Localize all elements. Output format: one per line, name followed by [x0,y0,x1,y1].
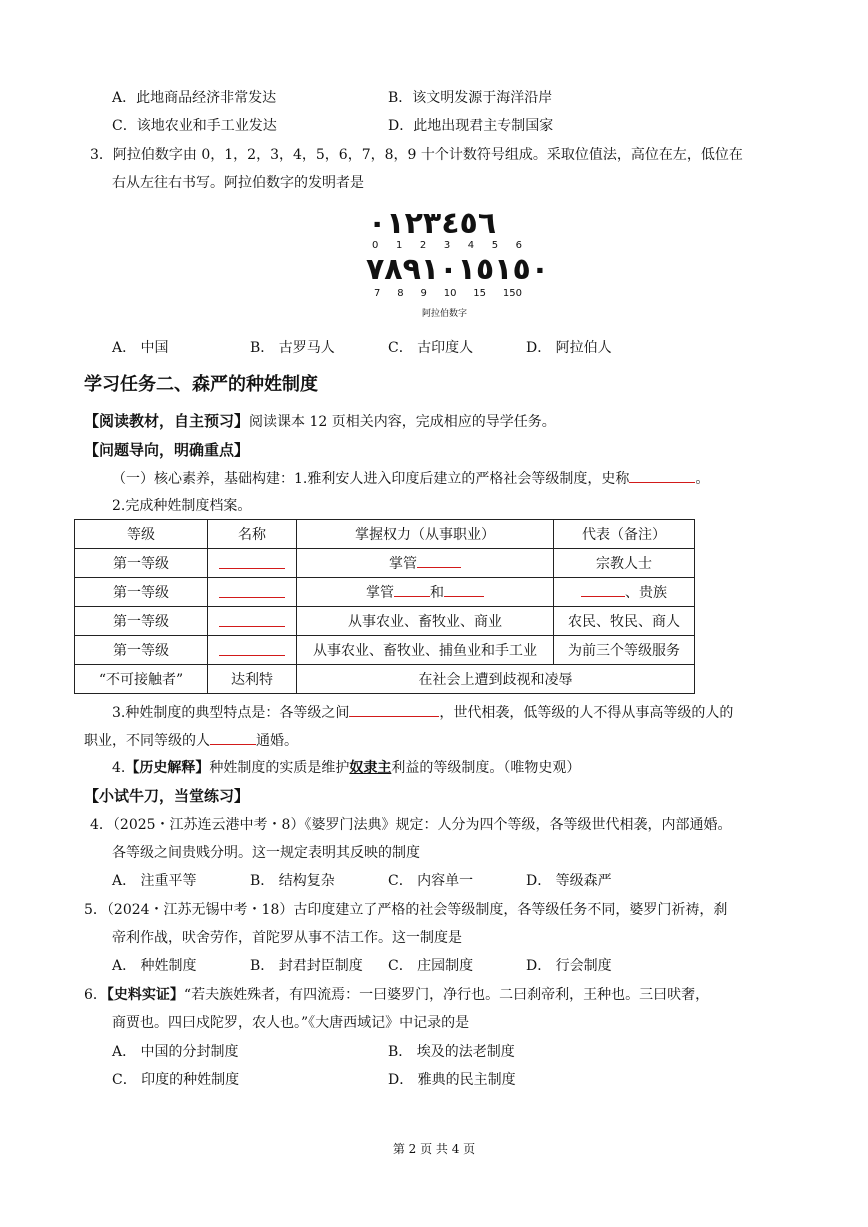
table-row [75,636,695,665]
label-4: 4 [467,240,475,251]
blank-row4-name[interactable] [219,641,285,656]
item4-key: 奴隶主 [349,760,392,776]
blank-row1-name[interactable] [219,554,285,569]
caste-table [74,519,695,694]
q4-stem-line2: 各等级之间贵贱分明。这一规定表明其反映的制度 [112,845,420,861]
read-heading: 【阅读教材，自主预习】 [84,412,250,430]
core-text: （一）核心素养，基础构建：1.雅利安人进入印度后建立的严格社会等级制度，史称 [112,471,630,487]
item4-line [112,758,580,778]
table-row [75,607,695,636]
q3-option-d: D． 阿拉伯人 [526,340,612,356]
practice-heading: 【小试牛刀，当堂练习】 [84,787,250,805]
q6-tag: 【史料实证】 [106,987,184,1003]
label-0: 0 [372,240,379,251]
row2-rep-cell [554,578,695,607]
table-header-row [75,520,695,549]
q5-option-d: D． 行会制度 [526,958,612,974]
blank-row3-name[interactable] [219,612,285,627]
label-6: 6 [515,240,522,251]
row2-power-cell [297,578,554,607]
q2-option-c: C．该地农业和手工业发达 [112,118,277,134]
q6-stem-line1 [84,985,709,1005]
row5-level: “不可接触者” [75,665,208,694]
item4-text-a: 种姓制度的实质是维护 [209,760,350,776]
label-15: 15 [473,288,487,299]
blank-row2-rep[interactable] [581,582,625,597]
label-1: 1 [395,240,403,251]
item3-line2 [84,730,298,751]
arabic-labels-row2 [374,288,522,299]
q2-option-b: B．该文明发源于海洋沿岸 [388,90,553,106]
q3-stem-line2: 右从左往右书写。阿拉伯数字的发明者是 [112,175,364,191]
row2-power-a: 掌管 [366,585,394,601]
q5-stem-line2: 帝利作战，吠舍劳作，首陀罗从事不洁工作。这一制度是 [112,930,462,946]
q5-option-c: C． 庄园制度 [388,958,474,974]
item4-num: 4. [112,760,126,776]
q5-option-a: A． 种姓制度 [112,958,197,974]
row3-level: 第一等级 [75,607,208,636]
label-150: 150 [502,288,522,299]
q6-option-d: D． 雅典的民主制度 [388,1072,516,1088]
core-line [112,468,709,489]
q6-option-a: A． 中国的分封制度 [112,1044,239,1060]
arabic-labels-row1 [372,240,522,251]
item3-text-c: 职业，不同等级的人 [84,733,210,749]
q4-stem-line1: 4．（2025・江苏连云港中考・8）《婆罗门法典》规定：人分为四个等级，各等级世代相袭，内部通婚。 [90,817,732,833]
arabic-glyphs-row1: ٠١٢٣٤٥٦ [368,206,497,241]
header-name: 名称 [208,520,297,549]
row2-rep-suffix: 、贵族 [625,585,667,601]
item3-text-d: 通婚。 [256,733,298,749]
item3-text-a: 3.种姓制度的典型特点是：各等级之间 [112,705,350,721]
blank-item3-b[interactable] [210,730,256,745]
table-row [75,549,695,578]
read-text: 阅读课本 12 页相关内容，完成相应的导学任务。 [249,414,556,430]
row2-power-and: 和 [430,585,444,601]
q3-option-a: A． 中国 [112,340,169,356]
row1-rep: 宗教人士 [554,549,695,578]
q4-option-b: B． 结构复杂 [250,873,335,889]
problem-heading: 【问题导向，明确重点】 [84,441,250,459]
row3-power: 从事农业、畜牧业、商业 [297,607,554,636]
q2-option-a: A．此地商品经济非常发达 [112,90,277,106]
row2-name-cell [208,578,297,607]
table-row [75,665,695,694]
label-8: 8 [397,288,404,299]
row4-rep: 为前三个等级服务 [554,636,695,665]
blank-system-name[interactable] [629,468,695,483]
row4-level: 第一等级 [75,636,208,665]
label-7: 7 [374,288,381,299]
row1-level: 第一等级 [75,549,208,578]
row5-name: 达利特 [208,665,297,694]
blank-row2-power-a[interactable] [394,582,430,597]
q6-text-1: “若夫族姓殊者，有四流焉：一曰婆罗门，净行也。二曰刹帝利，王种也。三曰吠奢， [183,987,710,1003]
header-power: 掌握权力（从事职业） [297,520,554,549]
blank-row1-power[interactable] [417,553,461,568]
figure-caption: 阿拉伯数字 [422,309,468,319]
q5-stem-line1: 5．（2024・江苏无锡中考・18）古印度建立了严格的社会等级制度，各等级任务不同，婆罗门祈祷，刹 [84,902,728,918]
item4-tag: 【历史解释】 [125,760,210,776]
item4-text-b: 利益的等级制度。（唯物史观） [391,760,581,776]
row2-level: 第一等级 [75,578,208,607]
header-level: 等级 [75,520,208,549]
blank-row2-name[interactable] [219,583,285,598]
row1-power: 掌管 [389,556,417,572]
page-footer: 第 2 页 共 4 页 [392,1142,476,1156]
q6-option-c: C． 印度的种姓制度 [112,1072,240,1088]
q6-stem-line2: 商贾也。四曰戍陀罗，农人也。”《大唐西域记》中记录的是 [112,1015,470,1031]
blank-row2-power-b[interactable] [444,582,484,597]
q4-option-a: A． 注重平等 [112,873,197,889]
arabic-numerals-figure [360,206,550,322]
q3-stem-line1: 3．阿拉伯数字由 0，1，2，3，4，5，6，7，8，9 十个计数符号组成。采取位值法，高位在左，低位在 [90,147,743,163]
label-10: 10 [443,288,457,299]
label-9: 9 [420,288,427,299]
item3-line1 [112,702,733,723]
blank-item3-a[interactable] [349,702,439,717]
q4-option-c: C． 内容单一 [388,873,474,889]
q2-option-d: D．此地出现君主专制国家 [388,118,554,134]
q3-option-b: B． 古罗马人 [250,340,335,356]
label-2: 2 [419,240,427,251]
label-3: 3 [443,240,451,251]
row3-rep: 农民、牧民、商人 [554,607,695,636]
label-5: 5 [491,240,499,251]
read-section [84,411,556,432]
q6-option-b: B． 埃及的法老制度 [388,1044,515,1060]
row3-name-cell [208,607,297,636]
arabic-glyphs-row2: ٧٨٩١٠١٥١٥٠ [366,252,550,287]
q5-option-b: B． 封君封臣制度 [250,958,363,974]
row1-name-cell [208,549,297,578]
task2-title: 学习任务二、森严的种姓制度 [84,374,318,395]
table-row [75,578,695,607]
row4-name-cell [208,636,297,665]
item2-text: 2.完成种姓制度档案。 [112,498,252,514]
q3-option-c: C． 古印度人 [388,340,474,356]
header-rep: 代表（备注） [554,520,695,549]
core-suffix: 。 [695,471,710,487]
row4-power: 从事农业、畜牧业、捕鱼业和手工业 [297,636,554,665]
item3-text-b: ，世代相袭，低等级的人不得从事高等级的人的 [439,705,734,721]
q6-num: 6． [84,987,107,1003]
row1-power-cell [297,549,554,578]
row5-power: 在社会上遭到歧视和凌辱 [297,665,695,694]
q4-option-d: D． 等级森严 [526,873,612,889]
